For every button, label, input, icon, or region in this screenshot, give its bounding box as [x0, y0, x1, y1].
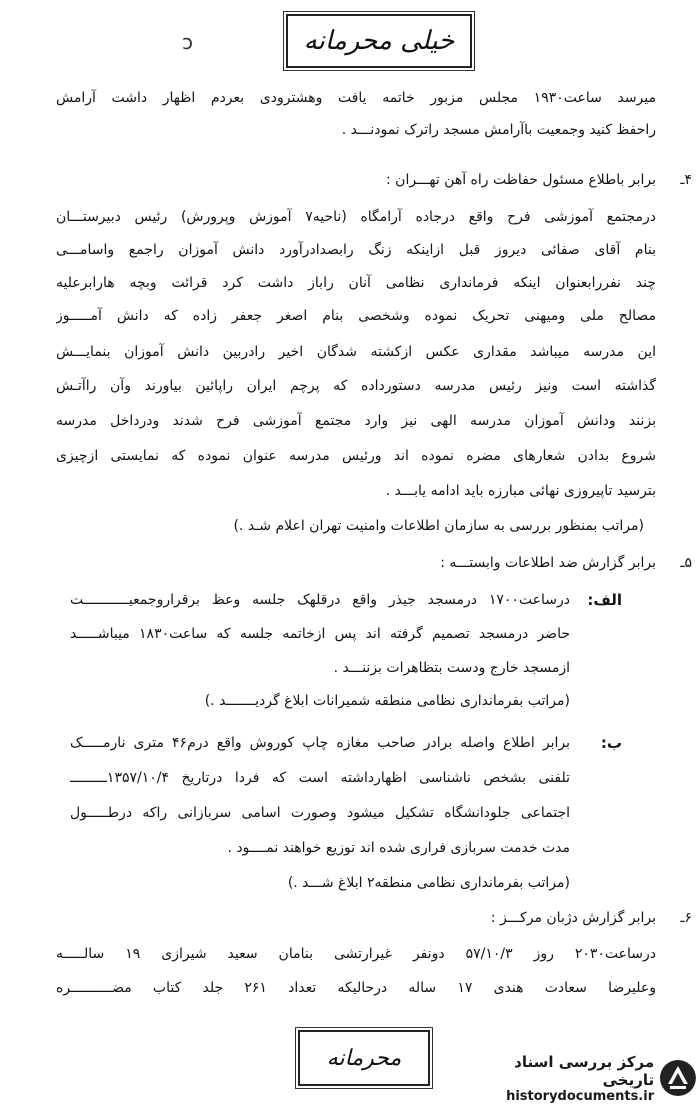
- subitem-line: ازمسجد خارج ودست بتظاهرات بزننـــد .: [333, 660, 570, 676]
- item-note: (مراتب بمنظور بررسی به سازمان اطلاعات وامنیت تهران اعلام شـد .): [233, 518, 644, 534]
- classification-stamp-bottom: محرمانه: [298, 1030, 430, 1086]
- watermark-title: مرکز بررسی اسناد تاریخی: [514, 1052, 655, 1089]
- item-line: بنام آقای صفائی دیروز قبل ازاینکه زنگ رابصدادرآورد دانش آموزان راجمع واسامـــی: [56, 242, 656, 258]
- item-heading: برابر باطلاع مسئول حفاظت راه آهن تهـــران :: [386, 172, 656, 188]
- item-number: ۵ـ: [680, 555, 692, 571]
- item-line: درساعت۲۰۳۰ روز ۵۷/۱۰/۳ دونفر غیرارتشی بنامان سعید شیرازی ۱۹ سالـــــه: [56, 946, 656, 962]
- subitem-line: درساعت۱۷۰۰ درمسجد جیذر واقع درقلهک جلسه وعظ برقراروجمعیـــــــــــت: [70, 592, 570, 608]
- item-line: وعلیرضا سعادت هندی ۱۷ ساله درحالیکه تعداد ۲۶۱ جلد کتاب مضــــــــــره: [56, 980, 656, 996]
- subitem-label: ب:: [600, 734, 622, 752]
- intro-line: راحفظ کنید وجمعیت باآرامش مسجد راترک نمودنـــد .: [341, 122, 656, 138]
- item-line: مصالح ملی ومیهنی تحریک نموده وشخصی بنام اصغر جعفر زاده که دانش آمـــــوز: [56, 308, 656, 324]
- item-line: این مدرسه میباشد مقداری عکس ازکشته شدگان اخیر رادربین دانش آموزان بنمایـــش: [56, 344, 656, 360]
- subitem-line: حاضر درمسجد تصمیم گرفته اند پس ازخاتمه جلسه که ساعت۱۸۳۰ میباشـــــد: [70, 626, 570, 642]
- item-line: شروع بدادن شعارهای مضره نموده اند ورئیس مدرسه عنوان نموده که نمایستی ازچیزی: [56, 448, 656, 464]
- item-line: بزنند ودانش آموزان مدرسه الهی نیز وارد مجتمع آموزشی فرح شدند ودرداخل مدرسه: [56, 413, 656, 429]
- subitem-label: الف:: [587, 591, 622, 609]
- item-heading: برابر گزارش دژبان مرکـــز :: [490, 910, 656, 926]
- item-line: گذاشته است ونیز رئیس مدرسه دستورداده که پرچم ایران راپائین بیاورند وآن راآتـش: [56, 378, 656, 394]
- item-number: ۴ـ: [680, 172, 692, 188]
- subitem-line: اجتماعی جلودانشگاه تشکیل میشود وصورت اسامی سربازانی راکه درطـــــول: [70, 805, 570, 821]
- item-number: ۶ـ: [680, 910, 692, 926]
- intro-line: میرسد ساعت۱۹۳۰ مجلس مزبور خاتمه یافت وهشترودی بعردم اظهار داشت آرامش: [56, 90, 656, 106]
- subitem-line: مدت خدمت سربازی فراری شده اند توزیع خواهند نمــــود .: [227, 840, 570, 856]
- archive-logo-icon: [658, 1058, 698, 1098]
- subitem-line: برابر اطلاع واصله برادر صاحب مغازه چاپ کوروش واقع درم۴۶ متری نارمـــــک: [70, 735, 570, 751]
- classification-stamp: خیلی محرمانه: [286, 14, 472, 68]
- subitem-note: (مراتب بفرمانداری نظامی منطقه شمیرانات ابلاغ گردیـــــــد .): [204, 693, 570, 709]
- watermark-url: historydocuments.ir: [506, 1088, 655, 1104]
- item-line: درمجتمع آموزشی فرح واقع درجاده آرامگاه (ناحیه۷ آموزش وپرورش) رئیس دبیرستـــان: [56, 209, 656, 225]
- item-heading: برابر گزارش ضد اطلاعات وابستـــه :: [440, 555, 656, 571]
- subitem-line: تلفنی بشخص ناشناسی اظهارداشته است که فردا درتاریخ ۱۳۵۷/۱۰/۴ـــــــــ: [70, 770, 570, 786]
- item-line: بترسید تاپیروزی نهائی مبارزه باید ادامه یابـــد .: [385, 483, 656, 499]
- handwritten-mark: ↄ: [182, 30, 193, 54]
- subitem-note: (مراتب بفرمانداری نظامی منطقه۲ ابلاغ شـــد .): [287, 875, 570, 891]
- archive-watermark: [450, 1052, 698, 1104]
- watermark-text: [458, 1053, 654, 1104]
- item-line: چند نفررابعنوان اینکه فرمانداری نظامی آنان راباز داشت کرد قرائت وبچه هارابرعلیه: [56, 275, 656, 291]
